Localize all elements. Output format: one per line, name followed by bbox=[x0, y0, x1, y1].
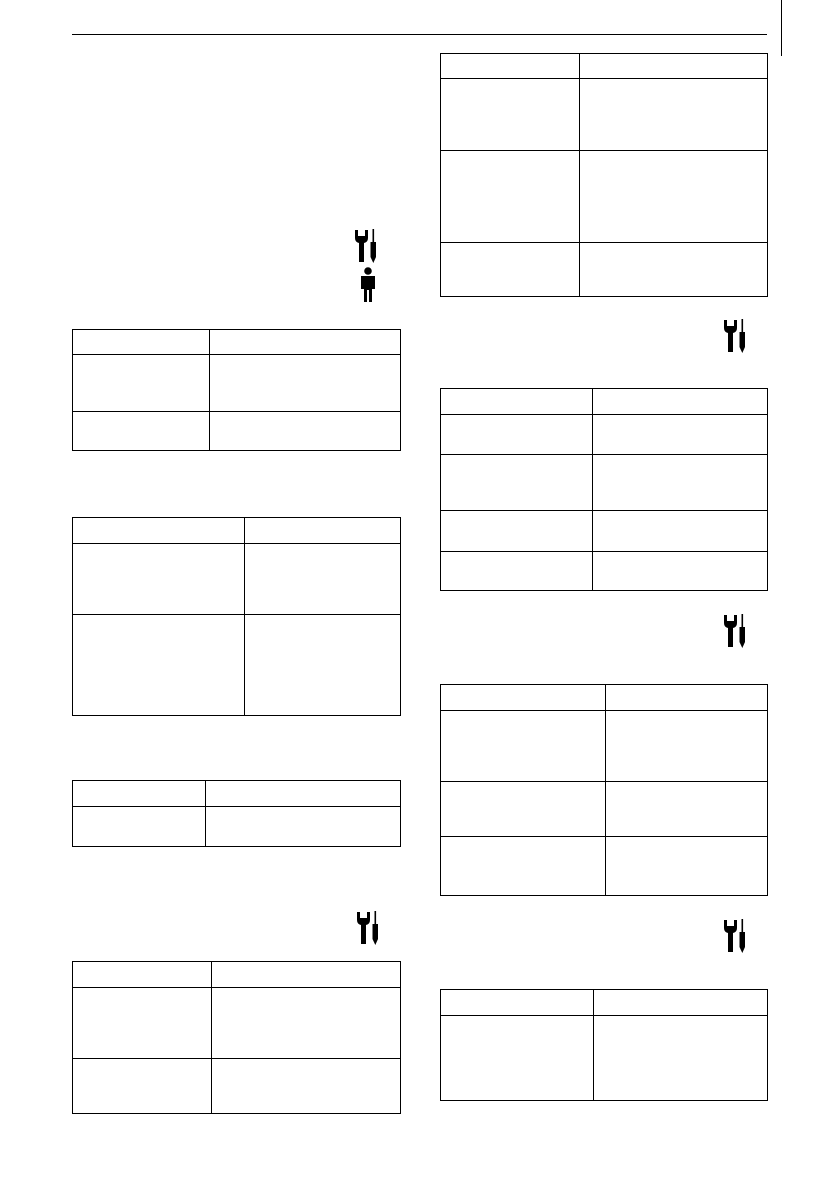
table-7 bbox=[440, 684, 768, 896]
wrench-screwdriver-icon bbox=[352, 228, 380, 264]
table-6 bbox=[440, 388, 768, 591]
page-edge-mark bbox=[781, 0, 782, 56]
wrench-screwdriver-icon bbox=[354, 910, 382, 946]
table-3 bbox=[72, 780, 401, 847]
table-1 bbox=[72, 329, 401, 451]
table-4 bbox=[72, 961, 401, 1114]
wrench-screwdriver-icon bbox=[721, 918, 749, 954]
table-2 bbox=[72, 517, 401, 716]
table-8 bbox=[440, 989, 768, 1101]
table-5 bbox=[440, 53, 768, 297]
wrench-screwdriver-icon bbox=[721, 613, 749, 649]
wrench-screwdriver-icon bbox=[721, 318, 749, 354]
header-rule bbox=[72, 34, 767, 35]
person-icon bbox=[358, 267, 378, 303]
